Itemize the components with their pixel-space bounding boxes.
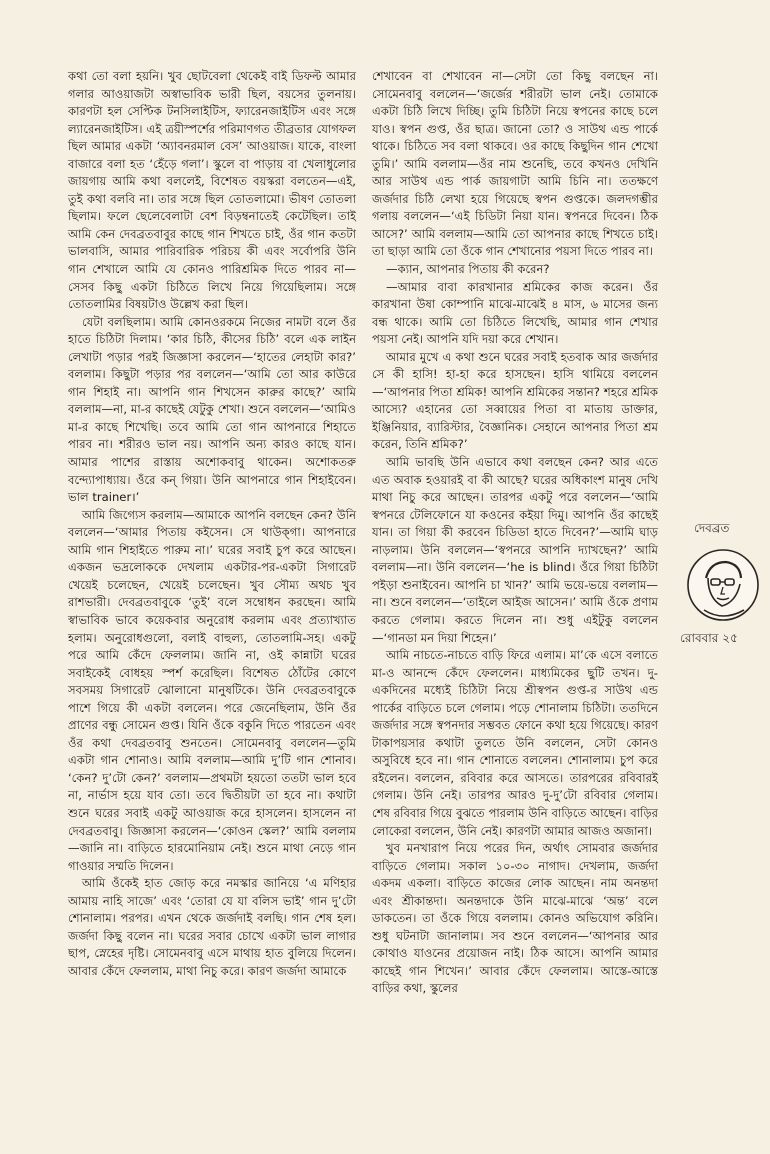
paragraph: আমার মুখে এ কথা শুনে ঘরের সবাই হতবাক আর জর্জদার সে কী হাসি! হা-হা করে হাসছেন। হাসি থামিয়ে বললেন—‘আপনার পিতা শ্রমিক! আপনি শ্রমিকের সন্তান? শহরে শ্রমিক আস্যে? এহানের তো সব্বায়ের পিতা বা মাতায় ডাক্তার, ইঞ্জিনিয়ার, ব্যারিস্টার, বৈজ্ঞানিক। সেহানে আপনার পিতা শ্রম করেন, তিনি শ্রমিক?’ — [372, 349, 658, 452]
portrait-sketch-icon — [686, 548, 760, 622]
paragraph: আমি ভাবছি উনি এভাবে কথা বলছেন কেন? আর এতে এত অবাক হওয়ারই বা কী আছে? ঘরের অধিকাংশ মানুষ দেখি মাথা নিচু করে আছেন। তারপর একটু পরে বললেন—‘আমি স্বপনরে টেলিফোনে যা কওনের কইয়া দিমু। আপনি ওঁর কাছেই যান। তা গিয়া কী করবেন চিডিডা হাতে দিবেন?’—আমি ঘাড় নাড়লাম। উনি বললেন—‘স্বপনরে আপনি দ্যাখছেন?’ আমি বললাম—না। উনি বললেন—‘he is blind। ওঁরে গিয়া চিঠিটা পইড়া শুনাইবেন। আপনি চা খান?’ আমি ভয়ে-ভয়ে বললাম—না। শুনে বললেন—‘তাইলে আইজ আসেন।’ আমি ওঁকে প্রণাম করতে গেলাম। করতে দিলেন না। শুধু এইটুকু বললেন—‘গানডা মন দিয়া শিহেন।’ — [372, 455, 658, 645]
badge-title: দেবব্রত — [694, 521, 730, 535]
text-column-left — [68, 68, 356, 980]
paragraph: আমি নাচতে-নাচতে বাড়ি ফিরে এলাম। মা’কে এসে বলাতে মা-ও আনন্দে কেঁদে ফেললেন। মাধ্যমিকের ছুটি তখন। দু-একদিনের মধ্যেই চিঠিটা নিয়ে শ্রীস্বপন গুপ্ত-র সাউথ এন্ড পার্কের বাড়িতে চলে গেলাম। পড়ে শোনালাম চিঠিটা। ততদিনে জর্জদার সঙ্গে স্বপনদার সম্ভবত ফোনে কথা হয়ে গিয়েছে। কারণ টাকাপয়সার কথাটা তুলতে উনি বললেন, সেটা কোনও অসুবিধে হবে না। গান শোনাতে বললেন। শোনালাম। চুপ করে রইলেন। বললেন, রবিবার করে আসতে। তারপরের রবিবারই গেলাম। উনি নেই। তারপর আরও দু-দু’টো রবিবার গেলাম। শেষ রবিবার গিয়ে বুঝতে পারলাম উনি বাড়িতে আছেন। বাড়ির লোকেরা বললেন, উনি নেই। কারণটা আমার আজও অজানা। — [372, 648, 658, 838]
paragraph: খুব মনখারাপ নিয়ে পরের দিন, অর্থাৎ সোমবার জর্জদার বাড়িতে গেলাম। সকাল ১০-৩০ নাগাদ। দেখলাম, জর্জদা একদম একলা। বাড়িতে কাজের লোক আছেন। নাম অনন্তদা এবং শ্রীকান্তদা। অনন্তদাকে উনি মাঝে-মাঝে ‘অন্ত’ বলে ডাকতেন। তা ওঁকে গিয়ে বললাম। কোনও অভিযোগ করিনি। শুধু ঘটনাটা জানালাম। সব শুনে বললেন—‘আপনার আর কোথাও যাওনের প্রয়োজন নাই। ঠিক আসে। আপনি আমার কাছেই গান শিখেন।’ আবার কেঁদে ফেললাম। আস্তে-আস্তে বাড়ির কথা, স্কুলের — [372, 841, 658, 996]
column-badge — [656, 520, 764, 660]
paragraph: আমি ওঁকেই হাত জোড় করে নমস্কার জানিয়ে ‘এ মণিহার আমায় নাহি সাজে’ এবং ‘তোরা যে যা বলিস ভাই’ গান দু’টো শোনালাম। পরপর। এখন থেকে জর্জদাই বলছি। গান শেষ হল। জর্জদা কিছু বলেন না। ঘরের সবার চোখে একটা ভাল লাগার ছাপ, স্নেহের দৃষ্টি। সোমেনবাবু এসে মাথায় হাত বুলিয়ে দিলেন। আবার কেঁদে ফেললাম, মাথা নিচু করে। কারণ জর্জদা আমাকে — [68, 876, 356, 978]
text-column-right — [372, 68, 658, 998]
paragraph: —আমার বাবা কারখানার শ্রমিকের কাজ করেন। ওঁর কারখানা উষা কোম্পানি মাঝে-মাঝেই ৪ মাস, ৬ মাসের জন্য বন্ধ থাকে। আমি তো চিঠিতে লিখেছি, আমার গান শেখার পয়সা নেই। আপনি যদি দয়া করে শেখান। — [372, 279, 658, 347]
paragraph: —ক্যান, আপনার পিতায় কী করেন? — [386, 262, 550, 277]
paragraph: শেখাবেন বা শেখাবেন না—সেটা তো কিছু বলছেন না। সোমেনবাবু বললেন—‘জর্জের শরীরটা ভাল নেই। তোমাকে একটা চিঠি লিখে দিচ্ছি। তুমি চিঠিটা নিয়ে স্বপনের কাছে চলে যাও। স্বপন গুপ্ত, ওঁর ছাত্র। জানো তো? ও সাউথ এন্ড পার্কে থাকে। চিঠিতে সব বলা থাকবে। ওর কাছে কিছুদিন গান শেখো তুমি।’ আমি বললাম—ওঁর নাম শুনেছি, তবে কখনও দেখিনি আর সাউথ এন্ড পার্ক জায়গাটা আমি চিনি না। ততক্ষণে জর্জদার চিঠি লেখা হয়ে গিয়েছে স্বপন গুপ্তকে। জলদগম্ভীর গলায় বললেন—‘এই চিডিটা নিয়া যান। স্বপনরে দিবেন। ঠিক আসে?’ আমি বললাম—আমি তো আপনার কাছে শিখতে চাই। তা ছাড়া আমি তো ওঁকে গান শেখানোর পয়সা দিতে পারব না। — [372, 69, 658, 259]
badge-subtitle: রোববার ২৫ — [680, 631, 738, 645]
paragraph: কথা তো বলা হয়নি। খুব ছোটবেলা থেকেই বাই ডিফল্ট আমার গলার আওয়াজটা অস্বাভাবিক ভারী ছিল, বয়সের তুলনায়। কারণটা হল সেপ্টিক টনসিলাইটিস, ফ্যারেনজাইটিস এবং সঙ্গে ল্যারেনজাইটিস। এই ত্রয়ীস্পর্শের পরিমাণগত তীব্রতার যোগফল ছিল আমার একটা ‘অ্যাবনরমাল বেস’ আওয়াজ। যাকে, বাংলা বাজারে বলা হত ‘হেঁড়ে গলা’। স্কুলে বা পাড়ায় বা খেলাধুলোর জায়গায় আমি কথা বললেই, বিশেষত বয়স্করা বলতেন—এই, তুই কথা বলবি না। তার সঙ্গে ছিল তোতলামো। ভীষণ তোতলা ছিলাম। ফলে ছেলেবেলাটা বেশ বিড়ম্বনাতেই কেটেছিল। তাই আমি কেন দেবব্রতবাবুর কাছে গান শিখতে চাই, ওঁর গান কতটা ভালবাসি, আমার পারিবারিক পরিচয় কী এবং সর্বোপরি উনি গান শেখালে আমি যে কোনও পারিশ্রমিক দিতে পারব না—সেসব কিছু একটা চিঠিতে লিখে নিয়ে গিয়েছিলাম। সঙ্গে তোতলামির বিষয়টাও উল্লেখ করা ছিল। — [68, 69, 356, 312]
paragraph: আমি জিগ্যেস করলাম—আমাকে আপনি বলছেন কেন? উনি বললেন—‘আমার পিতায় কইসেন। সে থাউক্গা। আপনারে আমি গান শিহাইতে পারুম না।’ ঘরের সবাই চুপ করে আছেন। একজন ভদ্রলোককে দেখলাম একটার-পর-একটা সিগারেট খেয়েই চলেছেন, খেয়েই চলেছেন। খুব সৌম্য অথচ খুব রাশভারী। দেবব্রতবাবুকে ‘তুই’ বলে সম্বোধন করছেন। আমি স্বাভাবিক ভাবে কয়েকবার অনুরোধ করলাম এবং প্রত্যাখ্যাত হলাম। অনুরোধগুলো, বলাই বাহুল্য, তোতলামি-সহ। একটু পরে আমি কেঁদে ফেললাম। জানি না, ওই কান্নাটা ঘরের সবাইকেই বোধহয় স্পর্শ করেছিল। বিশেষত ঠোঁটের কোণে সবসময় সিগারেট ঝোলানো মানুষটিকে। উনি দেবব্রতবাবুকে পাশে গিয়ে কী একটা বললেন। পরে জেনেছিলাম, উনি ওঁর প্রাণের বন্ধু সোমেন গুপ্ত। যিনি ওঁকে বকুনি দিতে পারতেন এবং ওঁর কথা দেবব্রতবাবু শুনতেন। সোমেনবাবু বললেন—তুমি একটা গান শোনাও। আমি বললাম—আমি দু’টি গান শোনাব। ‘কেন? দু’টো কেন?’ বললাম—প্রথমটা হয়তো ততটা ভাল হবে না, নার্ভাস হয়ে যাব তো। তবে দ্বিতীয়টা তা হবে না। কথাটা শুনে ঘরের সবাই একটু আওয়াজ করে হাসলেন। হাসলেন না দেবব্রতবাবু। জিজ্ঞাসা করলেন—‘কোওন স্কেল?’ আমি বললাম—জানি না। বাড়িতে হারমোনিয়াম নেই। শুনে মাথা নেড়ে গান গাওয়ার সম্মতি দিলেন। — [68, 507, 356, 873]
paragraph: যেটা বলছিলাম। আমি কোনওরকমে নিজের নামটা বলে ওঁর হাতে চিঠিটা দিলাম। ‘কার চিঠি, কীসের চিঠি’ বলে এক লাইন লেখাটা পড়ার পরই জিজ্ঞাসা করলেন—‘হাতের লেহাটা কার?’ বললাম। কিছুটা পড়ার পর বললেন—‘আমি তো আর কাউরে গান শিহাই না। আপনি গান শিখসেন কারুর কাছে?’ আমি বললাম—না, মা-র কাছেই যেটুকু শেখা। শুনে বললেন—‘আমিও মা-র কাছে শিখেছি। তবে আমি তো গান আপনারে শিহাতে পারব না। শরীরও ভাল নয়। আপনি অন্য কারও কাছে যান। আমার পাশের রাস্তায় অশোকবাবু থাকেন। অশোকতরু বন্দ্যোপাধ্যায়। ওঁরে কন্ গিয়া। উনি আপনারে গান শিহাইবেন। ভাল trainer।’ — [68, 314, 356, 505]
